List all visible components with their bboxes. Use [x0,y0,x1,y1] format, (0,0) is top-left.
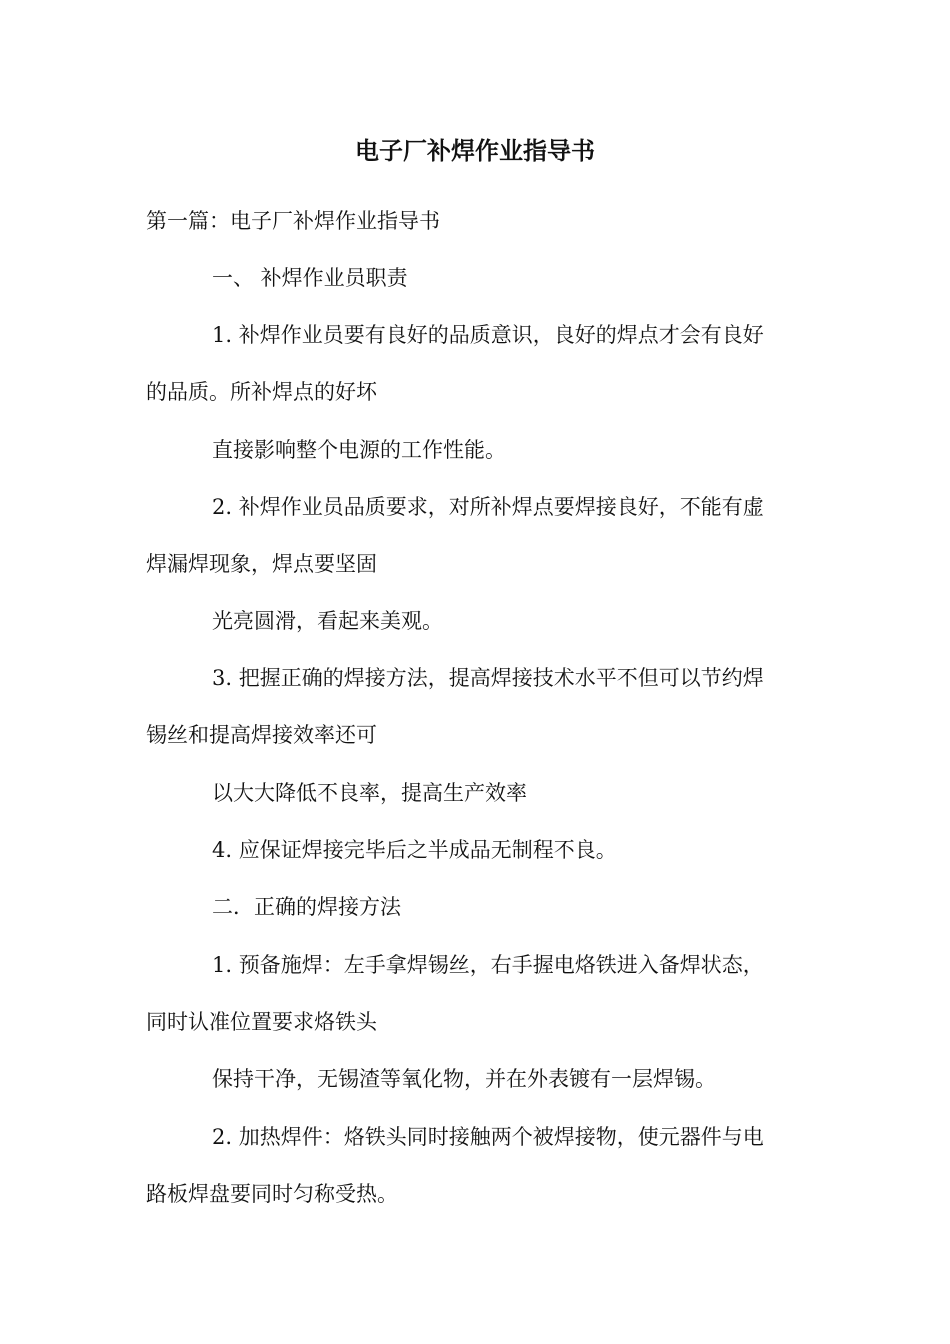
paragraph-line: 同时认准位置要求烙铁头 [146,1010,377,1034]
paragraph-line: 以大大降低不良率，提高生产效率 [212,781,527,805]
paragraph-line: 2. 补焊作业员品质要求，对所补焊点要焊接良好，不能有虚 [212,495,764,519]
subsection-heading: 二．正确的焊接方法 [212,895,401,919]
paragraph-line: 锡丝和提高焊接效率还可 [146,723,377,747]
paragraph-line: 路板焊盘要同时匀称受热。 [146,1182,398,1206]
document-title: 电子厂补焊作业指导书 [355,136,595,165]
paragraph-line: 直接影响整个电源的工作性能。 [212,438,506,462]
paragraph-line: 1. 补焊作业员要有良好的品质意识，良好的焊点才会有良好 [212,323,764,347]
paragraph-line: 2. 加热焊件：烙铁头同时接触两个被焊接物，使元器件与电 [212,1125,764,1149]
paragraph-line: 焊漏焊现象，焊点要坚固 [146,552,377,576]
paragraph-line: 4. 应保证焊接完毕后之半成品无制程不良。 [212,838,617,862]
paragraph-line: 3. 把握正确的焊接方法，提高焊接技术水平不但可以节约焊 [212,666,764,690]
paragraph-line: 的品质。所补焊点的好坏 [146,380,377,404]
paragraph-line: 光亮圆滑，看起来美观。 [212,609,443,633]
paragraph-line: 1. 预备施焊：左手拿焊锡丝，右手握电烙铁进入备焊状态， [212,953,764,977]
subsection-heading: 一、 补焊作业员职责 [212,266,408,290]
paragraph-line: 保持干净，无锡渣等氧化物，并在外表镀有一层焊锡。 [212,1067,716,1091]
section-heading: 第一篇：电子厂补焊作业指导书 [146,209,440,233]
